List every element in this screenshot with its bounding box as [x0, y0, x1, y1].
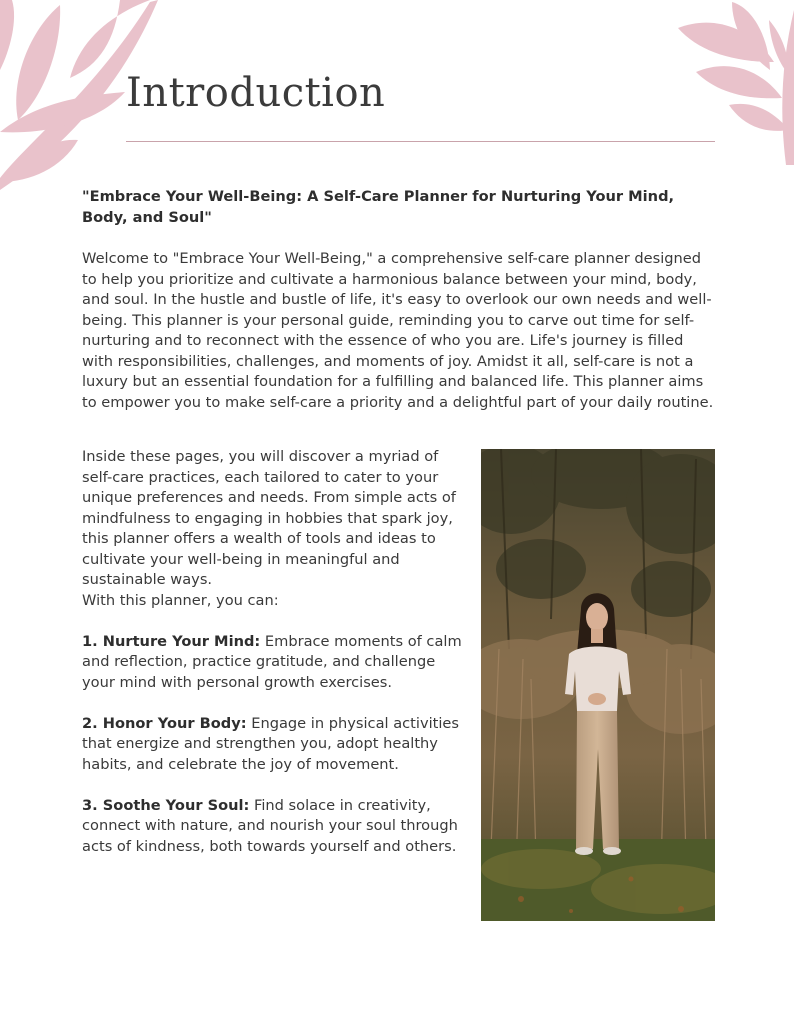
page-title: Introduction: [126, 70, 386, 116]
point-text: Embrace moments of calm and reflection, practice gratitude, and challenge your mind with personal growth exercises.: [82, 632, 462, 691]
woman-in-field-photo: [481, 449, 715, 921]
title-divider: [126, 141, 715, 142]
point-text: Engage in physical activities that energize and strengthen you, adopt healthy habits, and celebrate the joy of movement.: [82, 714, 459, 773]
point-body: [82, 714, 462, 776]
lead-in: With this planner, you can:: [82, 591, 279, 609]
point-heading: 3. Soothe Your Soul:: [82, 796, 250, 814]
point-heading: 2. Honor Your Body:: [82, 714, 247, 732]
point-soul: [82, 796, 462, 858]
point-mind: [82, 632, 462, 694]
text-column: [82, 447, 462, 857]
inside-paragraph: Inside these pages, you will discover a myriad of self-care practices, each tailored to cater to your unique preferences and needs. From simple acts of mindfulness to engaging in hobbies that spark joy, this planner offers a wealth of tools and ideas to cultivate your well-being in meaningful and sustainable ways.: [82, 448, 456, 588]
planner-subtitle: "Embrace Your Well-Being: A Self-Care Planner for Nurturing Your Mind, Body, and Soul": [82, 188, 675, 226]
intro-paragraph: Welcome to "Embrace Your Well-Being," a comprehensive self-care planner designed to help you prioritize and cultivate a harmonious balance between your mind, body, and soul. In the hustle and bustle of life, it's easy to overlook our own needs and well-being. This planner is your personal guide, reminding you to carve out time for self-nurturing and to reconnect with the essence of who you are. Life's journey is filled with responsibilities, challenges, and moments of joy. Amidst it all, self-care is not a luxury but an essential foundation for a fulfilling and balanced life. This planner aims to empower you to make self-care a priority and a delightful part of your daily routine.: [82, 250, 714, 411]
point-heading: 1. Nurture Your Mind:: [82, 632, 261, 650]
point-text: Find solace in creativity, connect with nature, and nourish your soul through acts of kindness, both towards yourself and others.: [82, 796, 458, 855]
